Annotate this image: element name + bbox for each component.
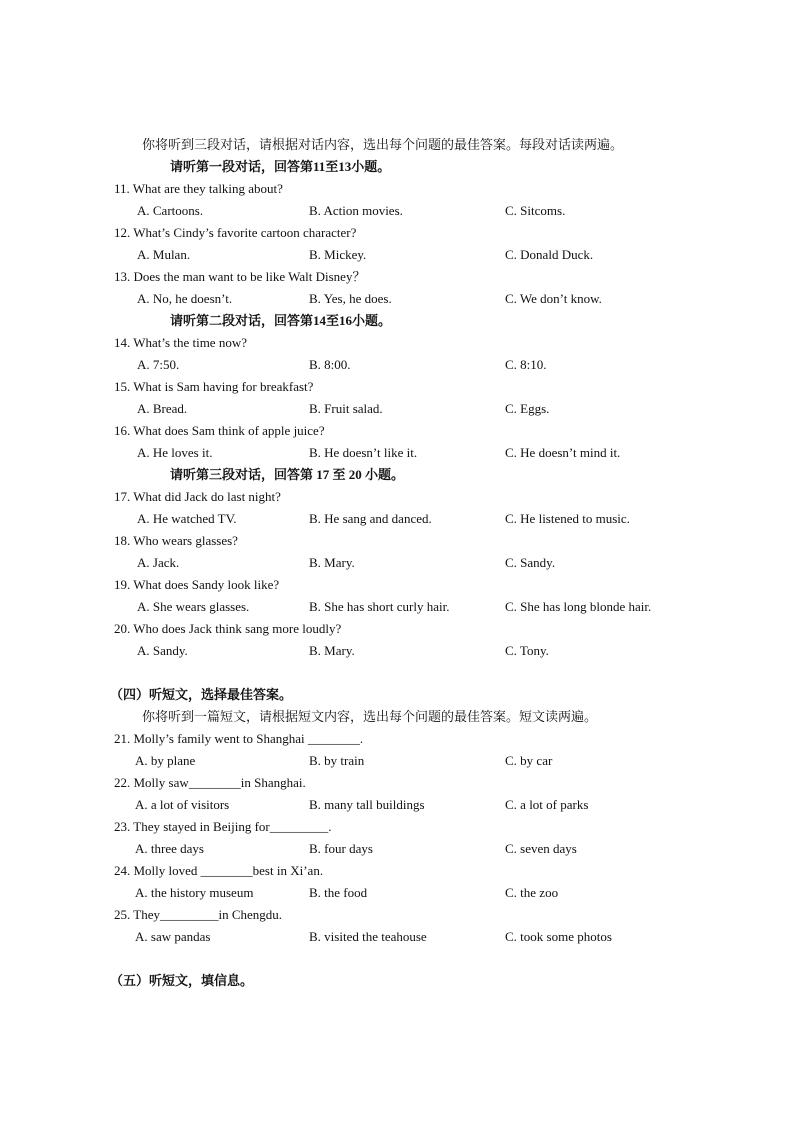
q19-option-b[interactable]: B. She has short curly hair.: [309, 599, 450, 614]
question-17: 17. What did Jack do last night?: [114, 489, 281, 504]
section1-heading: 请听第一段对话，回答第11至13小题。: [170, 159, 391, 174]
q15-option-a[interactable]: A. Bread.: [137, 401, 188, 416]
q17-option-b[interactable]: B. He sang and danced.: [309, 511, 432, 526]
q13-option-a[interactable]: A. No, he doesn’t.: [137, 291, 233, 306]
question-11: 11. What are they talking about?: [114, 181, 283, 196]
question-15: 15. What is Sam having for breakfast?: [114, 379, 314, 394]
question-23: 23. They stayed in Beijing for_________.: [114, 819, 332, 834]
q11-option-c[interactable]: C. Sitcoms.: [505, 203, 566, 218]
q24-option-c[interactable]: C. the zoo: [505, 885, 559, 900]
q16-option-c[interactable]: C. He doesn’t mind it.: [505, 445, 621, 460]
q20-option-c[interactable]: C. Tony.: [505, 643, 549, 658]
q14-option-c[interactable]: C. 8:10.: [505, 357, 547, 372]
q13-option-c[interactable]: C. We don’t know.: [505, 291, 602, 306]
q18-option-b[interactable]: B. Mary.: [309, 555, 355, 570]
q12-option-b[interactable]: B. Mickey.: [309, 247, 367, 262]
question-25: 25. They_________in Chengdu.: [114, 907, 283, 922]
q25-option-a[interactable]: A. saw pandas: [135, 929, 211, 944]
q12-option-a[interactable]: A. Mulan.: [137, 247, 191, 262]
q19-option-a[interactable]: A. She wears glasses.: [137, 599, 250, 614]
q16-option-a[interactable]: A. He loves it.: [137, 445, 213, 460]
q22-option-b[interactable]: B. many tall buildings: [309, 797, 425, 812]
question-19: 19. What does Sandy look like?: [114, 577, 280, 592]
q17-option-a[interactable]: A. He watched TV.: [137, 511, 237, 526]
q14-option-a[interactable]: A. 7:50.: [137, 357, 180, 372]
q11-option-a[interactable]: A. Cartoons.: [137, 203, 204, 218]
question-21: 21. Molly’s family went to Shanghai ________.: [114, 731, 364, 746]
q15-option-b[interactable]: B. Fruit salad.: [309, 401, 383, 416]
q23-option-a[interactable]: A. three days: [135, 841, 204, 856]
question-20: 20. Who does Jack think sang more loudly?: [114, 621, 342, 636]
question-13: 13. Does the man want to be like Walt Disney？: [114, 269, 366, 284]
q14-option-b[interactable]: B. 8:00.: [309, 357, 351, 372]
q23-option-b[interactable]: B. four days: [309, 841, 373, 856]
question-24: 24. Molly loved ________best in Xi’an.: [114, 863, 324, 878]
q18-option-a[interactable]: A. Jack.: [137, 555, 180, 570]
question-16: 16. What does Sam think of apple juice?: [114, 423, 325, 438]
question-18: 18. Who wears glasses?: [114, 533, 238, 548]
question-22: 22. Molly saw________in Shanghai.: [114, 775, 306, 790]
q24-option-b[interactable]: B. the food: [309, 885, 368, 900]
section2-heading: 请听第二段对话，回答第14至16小题。: [170, 313, 392, 328]
part3-instruction: 你将听到三段对话，请根据对话内容，选出每个问题的最佳答案。每段对话读两遍。: [142, 137, 624, 152]
q18-option-c[interactable]: C. Sandy.: [505, 555, 556, 570]
q21-option-c[interactable]: C. by car: [505, 753, 553, 768]
part4-instruction: 你将听到一篇短文，请根据短文内容，选出每个问题的最佳答案。短文读两遍。: [142, 709, 598, 724]
q13-option-b[interactable]: B. Yes, he does.: [309, 291, 392, 306]
q12-option-c[interactable]: C. Donald Duck.: [505, 247, 594, 262]
q17-option-c[interactable]: C. He listened to music.: [505, 511, 630, 526]
q25-option-b[interactable]: B. visited the teahouse: [309, 929, 427, 944]
q25-option-c[interactable]: C. took some photos: [505, 929, 612, 944]
q11-option-b[interactable]: B. Action movies.: [309, 203, 403, 218]
q24-option-a[interactable]: A. the history museum: [135, 885, 254, 900]
q22-option-a[interactable]: A. a lot of visitors: [135, 797, 230, 812]
section3-heading: 请听第三段对话，回答第 17 至 20 小题。: [170, 467, 405, 482]
question-14: 14. What’s the time now?: [114, 335, 247, 350]
q20-option-a[interactable]: A. Sandy.: [137, 643, 188, 658]
q21-option-a[interactable]: A. by plane: [135, 753, 196, 768]
q16-option-b[interactable]: B. He doesn’t like it.: [309, 445, 418, 460]
q19-option-c[interactable]: C. She has long blonde hair.: [505, 599, 652, 614]
q23-option-c[interactable]: C. seven days: [505, 841, 577, 856]
part4-title: （四）听短文，选择最佳答案。: [110, 687, 293, 702]
q21-option-b[interactable]: B. by train: [309, 753, 365, 768]
part5-title: （五）听短文，填信息。: [110, 973, 254, 988]
q22-option-c[interactable]: C. a lot of parks: [505, 797, 589, 812]
question-12: 12. What’s Cindy’s favorite cartoon character?: [114, 225, 357, 240]
q15-option-c[interactable]: C. Eggs.: [505, 401, 550, 416]
q20-option-b[interactable]: B. Mary.: [309, 643, 355, 658]
